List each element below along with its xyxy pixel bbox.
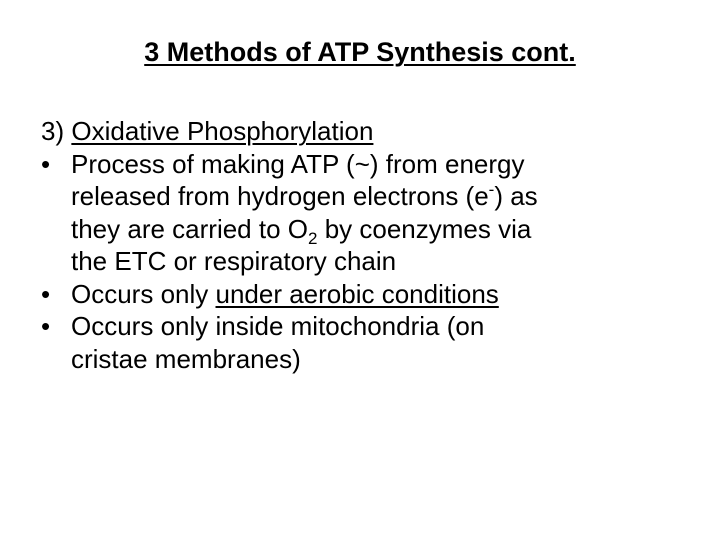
bullet-item-process [41, 148, 681, 278]
section-name: Oxidative Phosphorylation [71, 116, 374, 146]
bullet-line: Process of making ATP (~) from energy [71, 148, 525, 179]
slide-title: 3 Methods of ATP Synthesis cont. [144, 37, 576, 67]
bullet-text [71, 278, 681, 311]
text-fragment: Occurs only [71, 278, 216, 309]
subscript-two: 2 [308, 228, 318, 248]
superscript-minus: - [488, 180, 495, 199]
text-fragment: by coenzymes via [317, 213, 532, 244]
bullet-line [71, 213, 681, 246]
emphasis-underline: under aerobic conditions [215, 278, 499, 309]
bullet-line: the ETC or respiratory chain [71, 246, 397, 276]
bullet-item-mitochondria [41, 310, 681, 375]
section-heading [41, 115, 681, 148]
bullet-icon: • [41, 278, 51, 309]
slide-body [41, 115, 681, 375]
bullet-text [71, 310, 681, 375]
bullet-text [71, 148, 681, 278]
bullet-line: Occurs only inside mitochondria (on [71, 311, 485, 341]
section-number: 3) [41, 116, 65, 146]
text-fragment: released from hydrogen electrons (e [71, 181, 489, 211]
text-fragment: they are carried to O [71, 213, 308, 244]
bullet-item-aerobic [41, 278, 681, 311]
bullet-icon: • [41, 311, 51, 341]
bullet-icon: • [41, 148, 51, 179]
bullet-line: cristae membranes) [71, 343, 301, 374]
bullet-line [71, 278, 681, 311]
bullet-line [71, 180, 681, 213]
text-fragment: ) as [494, 181, 538, 211]
